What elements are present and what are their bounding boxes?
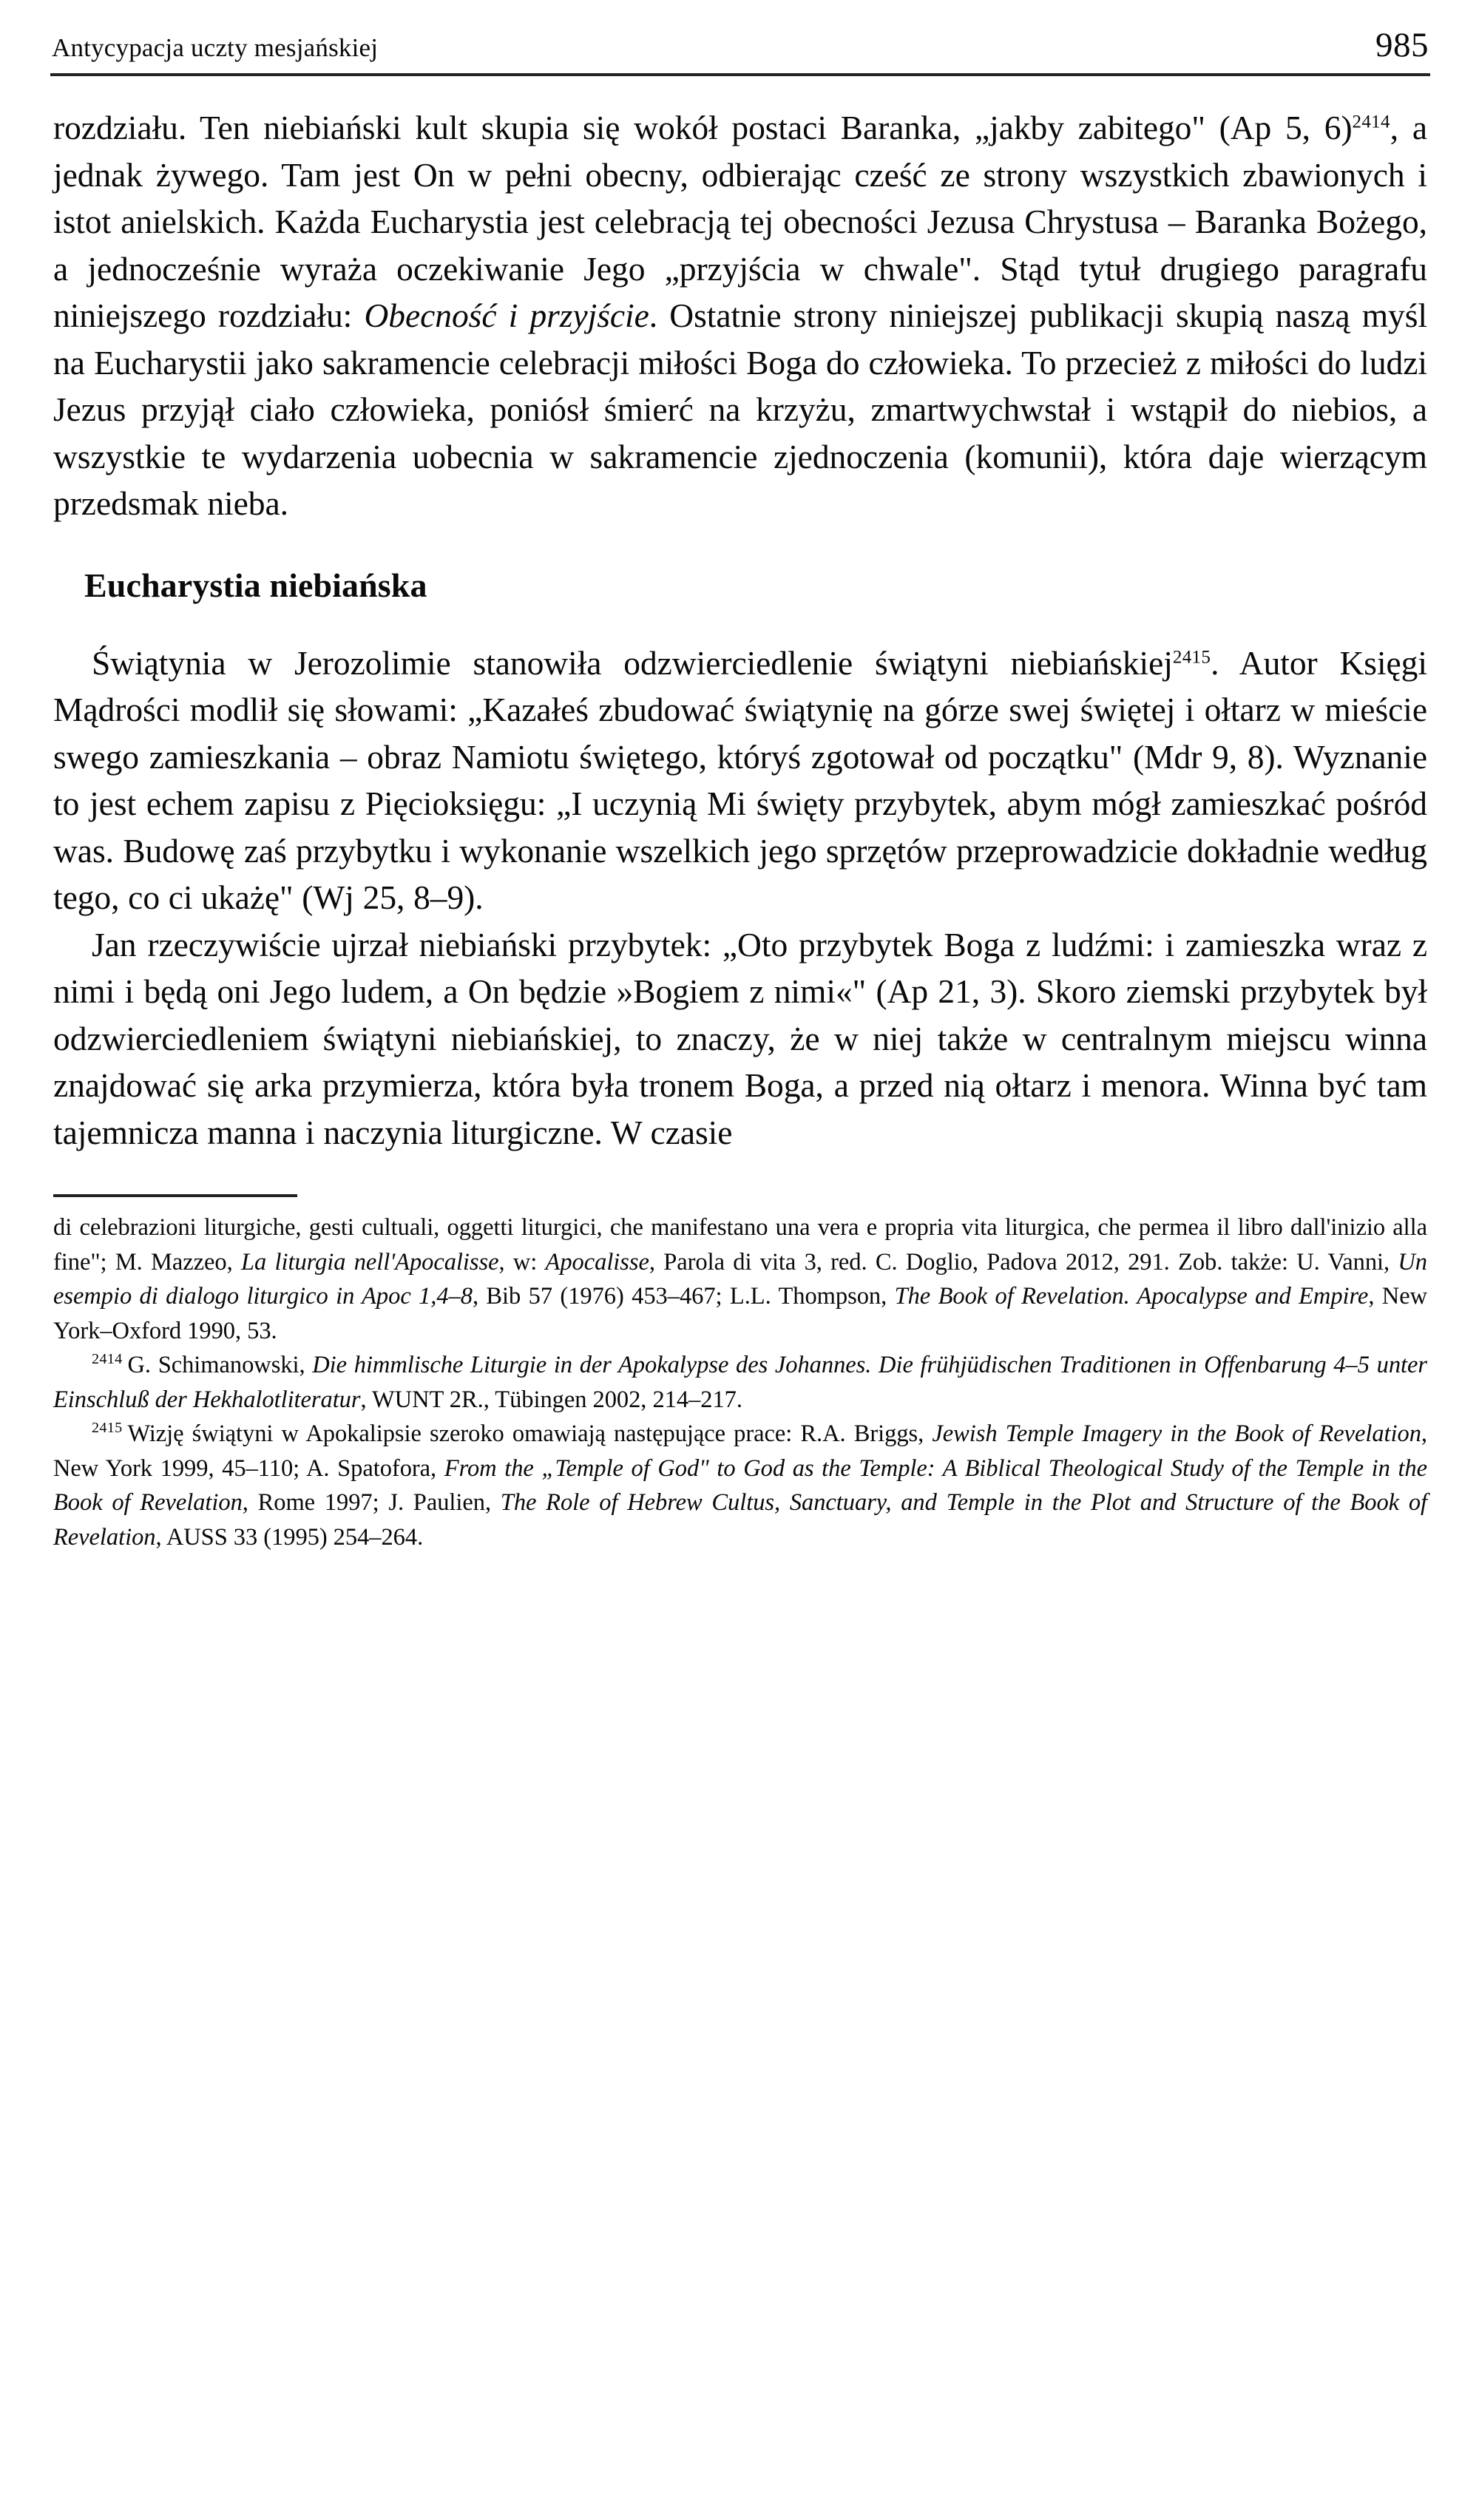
page-number: 985 [1375, 26, 1429, 64]
footnote-area [46, 1194, 1433, 1554]
paragraph-2-segment-2: . Autor Księgi Mądrości modlił się słowami: „Kazałeś zbudować świątynię na górze swej świętej i ołtarz w mieście swego zamieszkania – obraz Namiotu świętego, któryś zgotował od początku" (Mdr 9, 8). Wyznanie to jest echem zapisu z Pięcioksięgu: „I uczynią Mi święty przybytek, abym mógł zamieszkać pośród was. Budowę zaś przybytku i wykonanie wszelkich jego sprzętów przeprowadzicie dokładnie według tego, co ci ukażę" (Wj 25, 8–9). [53, 643, 1427, 916]
footnote-continued-segment-1: di celebrazioni liturgiche, gesti cultuali, oggetti liturgici, che manifestano una vera e propria vita liturgica, che permea il libro dall'inizio alla fine"; M. Mazzeo, [53, 1214, 1427, 1276]
footnote-2414-segment-2: , WUNT 2R., Tübingen 2002, 214–217. [360, 1386, 742, 1413]
footnote-2415-italic-title-2: From the „Temple of God" to God as the Temple: A Biblical Theological Study of the Temple in the Book of Revelation [53, 1454, 1428, 1516]
paragraph-3: Jan rzeczywiście ujrzał niebiański przybytek: „Oto przybytek Boga z ludźmi: i zamieszka wraz z nimi i będą oni Jego ludem, a On będzie »Bogiem z nimi«" (Ap 21, 3). Skoro ziemski przybytek był odzwierciedleniem świątyni niebiańskiej, to znaczy, że w niej także w centralnym miejscu winna znajdować się arka przymierza, która była tronem Boga, a przed nią ołtarz i menora. Winna być tam tajemnicza manna i naczynia liturgiczne. W czasie [53, 925, 1427, 1151]
footnote-continued-italic-2: Apocalisse [545, 1248, 649, 1276]
footnote-2415-segment-3: , Rome 1997; J. Paulien, [242, 1489, 501, 1516]
footnote-continued-segment-4: , Bib 57 (1976) 453–467; L.L. Thompson, [472, 1283, 895, 1310]
footnote-2414-italic-title: Die himmlische Liturgie in der Apokalypse des Johannes. Die frühjüdischen Traditionen in Offenbarung 4–5 unter Einschluß der Hekhalotliteratur [53, 1352, 1427, 1413]
footnote-reference-2415: 2415 [1172, 647, 1211, 667]
paragraph-1-segment-2: , a jednak żywego. Tam jest On w pełni obecny, odbierając cześć ze strony wszystkich zbawionych i istot anielskich. Każda Eucharystia jest celebracją tej obecności Jezusa Chrystusa – Baranka Bożego, a jednocześnie wyraża oczekiwanie Jego „przyjścia w chwale". Stąd tytuł drugiego paragrafu niniejszego rozdziału: [53, 109, 1427, 334]
footnote-2415-segment-1: Wizję świątyni w Apokalipsie szeroko omawiają następujące prace: R.A. Briggs, [127, 1420, 933, 1447]
running-head [46, 25, 1433, 65]
paragraph-1-italic-title: Obecność i przyjście [364, 297, 649, 334]
footnote-continued-segment-5: , New York–Oxford 1990, 53. [53, 1283, 1427, 1344]
running-head-title: Antycypacja uczty mesjańskiej [52, 33, 379, 62]
footnote-continued-segment-2: , w: [498, 1248, 546, 1276]
footnote-continued-from-previous-page [53, 1210, 1427, 1348]
paragraph-1-segment-3: . Ostatnie strony niniejszej publikacji skupią naszą myśl na Eucharystii jako sakramencie celebracji miłości Boga do człowieka. To przecież z miłości do ludzi Jezus przyjął ciało człowieka, poniósł śmierć na krzyżu, zmartwychwstał i wstąpił do niebios, a wszystkie te wydarzenia uobecnia w sakramencie zjednoczenia (komunii), która daje wierzącym przedsmak nieba. [53, 297, 1427, 522]
paragraph-2 [53, 640, 1427, 921]
footnote-number-2414: 2414 [92, 1350, 123, 1367]
paragraph-1-segment-1: rozdziału. Ten niebiański kult skupia się wokół postaci Baranka, „jakby zabitego" (Ap 5, 6) [53, 109, 1353, 146]
footnote-2414 [53, 1348, 1427, 1417]
body-text-top [46, 104, 1433, 527]
footnote-continued-segment-3: , Parola di vita 3, red. C. Doglio, Padova 2012, 291. Zob. także: U. Vanni, [649, 1248, 1398, 1276]
body-text-bottom [46, 640, 1433, 1156]
footnote-2415 [53, 1417, 1427, 1554]
footnote-2414-segment-1: G. Schimanowski, [127, 1352, 313, 1378]
footnote-number-2415: 2415 [92, 1419, 123, 1436]
footnote-continued-italic-1: La liturgia nell'Apocalisse [240, 1248, 499, 1276]
footnote-continued-italic-4: The Book of Revelation. Apocalypse and Empire [894, 1283, 1369, 1310]
footnote-2415-segment-2: , New York 1999, 45–110; A. Spatofora, [53, 1420, 1427, 1482]
footnote-continued-italic-3: Un esempio di dialogo liturgico in Apoc 1,4–8 [53, 1248, 1428, 1310]
running-head-divider [50, 73, 1430, 76]
paragraph-2-segment-1: Świątynia w Jerozolimie stanowiła odzwierciedlenie świątyni niebiańskiej [92, 643, 1173, 682]
paragraph-continuation [53, 104, 1427, 527]
footnote-separator-rule [53, 1194, 297, 1197]
footnote-2415-italic-title-3: The Role of Hebrew Cultus, Sanctuary, and Temple in the Plot and Structure of the Book of Revelation [53, 1489, 1427, 1551]
section-heading: Eucharystia niebiańska [84, 566, 427, 604]
footnote-2415-segment-4: , AUSS 33 (1995) 254–264. [155, 1523, 424, 1551]
footnote-reference-2414: 2414 [1352, 112, 1390, 132]
footnote-2415-italic-title-1: Jewish Temple Imagery in the Book of Revelation [932, 1420, 1421, 1447]
